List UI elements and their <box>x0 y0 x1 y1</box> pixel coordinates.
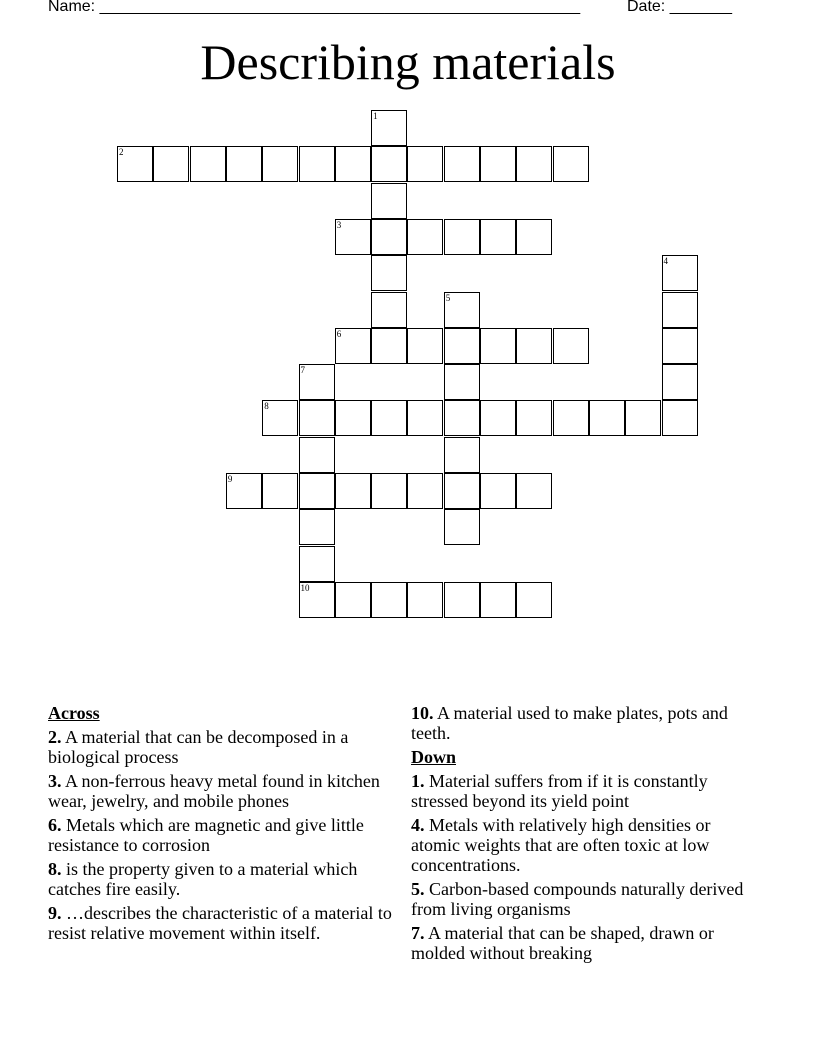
clue-number-label: 9. <box>48 903 62 923</box>
grid-cell[interactable] <box>371 146 407 182</box>
clue-number-label: 7. <box>411 923 425 943</box>
clues-left-column <box>48 703 408 947</box>
clue-text: …describes the characteristic of a material to resist relative movement within itself. <box>48 903 392 943</box>
grid-cell[interactable] <box>371 328 407 364</box>
grid-cell[interactable] <box>444 400 480 436</box>
grid-cell[interactable] <box>480 400 516 436</box>
grid-cell[interactable] <box>371 110 407 146</box>
clue-text: A material used to make plates, pots and teeth. <box>411 703 728 743</box>
grid-cell[interactable] <box>444 473 480 509</box>
grid-cell[interactable] <box>444 328 480 364</box>
page-title: Describing materials <box>200 34 616 90</box>
down-clue <box>411 923 761 963</box>
clue-number: 7 <box>300 365 305 376</box>
grid-cell[interactable] <box>444 509 480 545</box>
clue-text: A material that can be decomposed in a biological process <box>48 727 349 767</box>
grid-cell[interactable] <box>226 146 262 182</box>
clue-number: 4 <box>663 256 668 267</box>
across-clue <box>48 903 408 943</box>
grid-cell[interactable] <box>625 400 661 436</box>
across-clue-list-continued <box>411 703 761 743</box>
clue-text: is the property given to a material which catches fire easily. <box>48 859 358 899</box>
across-clue-list <box>48 727 408 943</box>
date-field-label: Date: _______ <box>627 0 732 15</box>
grid-cell[interactable] <box>407 400 443 436</box>
clue-number: 9 <box>227 474 233 484</box>
clue-number-label: 1. <box>411 771 425 791</box>
grid-cell[interactable] <box>516 328 552 364</box>
clue-number: 8 <box>264 401 269 412</box>
grid-cell[interactable] <box>516 219 552 255</box>
clue-number: 6 <box>336 328 342 339</box>
clue-text: A non-ferrous heavy metal found in kitchen wear, jewelry, and mobile phones <box>48 771 380 811</box>
across-clue <box>48 859 408 899</box>
grid-cell[interactable] <box>299 364 335 400</box>
grid-cell[interactable] <box>371 255 407 291</box>
grid-cell[interactable] <box>117 146 153 182</box>
grid-cell[interactable] <box>662 400 698 436</box>
grid-cell[interactable] <box>371 292 407 328</box>
name-field-label: Name: ______________________________________________________ <box>48 0 581 15</box>
grid-cell[interactable] <box>335 328 371 364</box>
grid-cell[interactable] <box>371 473 407 509</box>
grid-cell[interactable] <box>335 473 371 509</box>
grid-cell[interactable] <box>407 582 443 618</box>
grid-cell[interactable] <box>226 473 262 509</box>
across-heading: Across <box>48 703 100 723</box>
grid-cell[interactable] <box>662 364 698 400</box>
clue-text: Material suffers from if it is constantly stressed beyond its yield point <box>411 771 708 811</box>
grid-cell[interactable] <box>407 219 443 255</box>
grid-cell[interactable] <box>662 292 698 328</box>
grid-cell[interactable] <box>299 509 335 545</box>
grid-cell[interactable] <box>335 219 371 255</box>
across-clue <box>48 815 408 855</box>
grid-cell[interactable] <box>153 146 189 182</box>
clues-right-column <box>411 703 761 967</box>
grid-cell[interactable] <box>516 400 552 436</box>
down-clue <box>411 879 761 919</box>
grid-cell[interactable] <box>371 582 407 618</box>
grid-cell[interactable] <box>516 146 552 182</box>
clue-number-label: 3. <box>48 771 62 791</box>
grid-cell[interactable] <box>299 400 335 436</box>
grid-cell[interactable] <box>444 437 480 473</box>
down-clue <box>411 771 761 811</box>
clue-text: A material that can be shaped, drawn or molded without breaking <box>411 923 714 963</box>
grid-cell[interactable] <box>262 146 298 182</box>
grid-cell[interactable] <box>262 473 298 509</box>
grid-cell[interactable] <box>480 473 516 509</box>
clue-number: 10 <box>300 582 310 593</box>
grid-cell[interactable] <box>299 146 335 182</box>
clue-number-label: 2. <box>48 727 62 747</box>
grid-cell[interactable] <box>371 183 407 219</box>
grid-cell[interactable] <box>262 400 298 436</box>
grid-cell[interactable] <box>407 146 443 182</box>
clue-number-label: 4. <box>411 815 425 835</box>
clue-number: 2 <box>119 147 124 158</box>
grid-cell[interactable] <box>407 328 443 364</box>
across-clue <box>48 771 408 811</box>
grid-cell[interactable] <box>444 582 480 618</box>
grid-cell[interactable] <box>335 146 371 182</box>
clue-text: Metals with relatively high densities or atomic weights that are often toxic at low concentrations. <box>411 815 711 875</box>
grid-cell[interactable] <box>371 219 407 255</box>
grid-cell[interactable] <box>662 255 698 291</box>
grid-cell[interactable] <box>444 219 480 255</box>
clue-number-label: 8. <box>48 859 62 879</box>
grid-cell[interactable] <box>553 146 589 182</box>
grid-cell[interactable] <box>299 582 335 618</box>
grid-cell[interactable] <box>407 473 443 509</box>
clue-number-label: 5. <box>411 879 425 899</box>
grid-cell[interactable] <box>335 582 371 618</box>
clue-number: 3 <box>336 219 342 230</box>
grid-cell[interactable] <box>299 437 335 473</box>
grid-cell[interactable] <box>371 400 407 436</box>
grid-cell[interactable] <box>335 400 371 436</box>
clue-number-label: 6. <box>48 815 62 835</box>
grid-cell[interactable] <box>589 400 625 436</box>
grid-cell[interactable] <box>190 146 226 182</box>
clue-text: Carbon-based compounds naturally derived from living organisms <box>411 879 744 919</box>
grid-cell[interactable] <box>444 146 480 182</box>
clue-text: Metals which are magnetic and give little resistance to corrosion <box>48 815 364 855</box>
across-clue <box>411 703 761 743</box>
grid-cell[interactable] <box>480 219 516 255</box>
grid-cell[interactable] <box>444 292 480 328</box>
down-clue-list <box>411 771 761 963</box>
grid-cell[interactable] <box>480 582 516 618</box>
down-clue <box>411 815 761 875</box>
grid-cell[interactable] <box>516 582 552 618</box>
grid-cell[interactable] <box>299 473 335 509</box>
grid-cell[interactable] <box>480 328 516 364</box>
down-heading: Down <box>411 747 457 767</box>
grid-cell[interactable] <box>516 473 552 509</box>
clue-number: 5 <box>445 292 451 303</box>
clue-number-label: 10. <box>411 703 434 723</box>
grid-cell[interactable] <box>299 546 335 582</box>
clue-number: 1 <box>373 111 378 121</box>
grid-cell[interactable] <box>553 400 589 436</box>
grid-cell[interactable] <box>480 146 516 182</box>
grid-cell[interactable] <box>553 328 589 364</box>
across-clue <box>48 727 408 767</box>
grid-cell[interactable] <box>444 364 480 400</box>
grid-cell[interactable] <box>662 328 698 364</box>
